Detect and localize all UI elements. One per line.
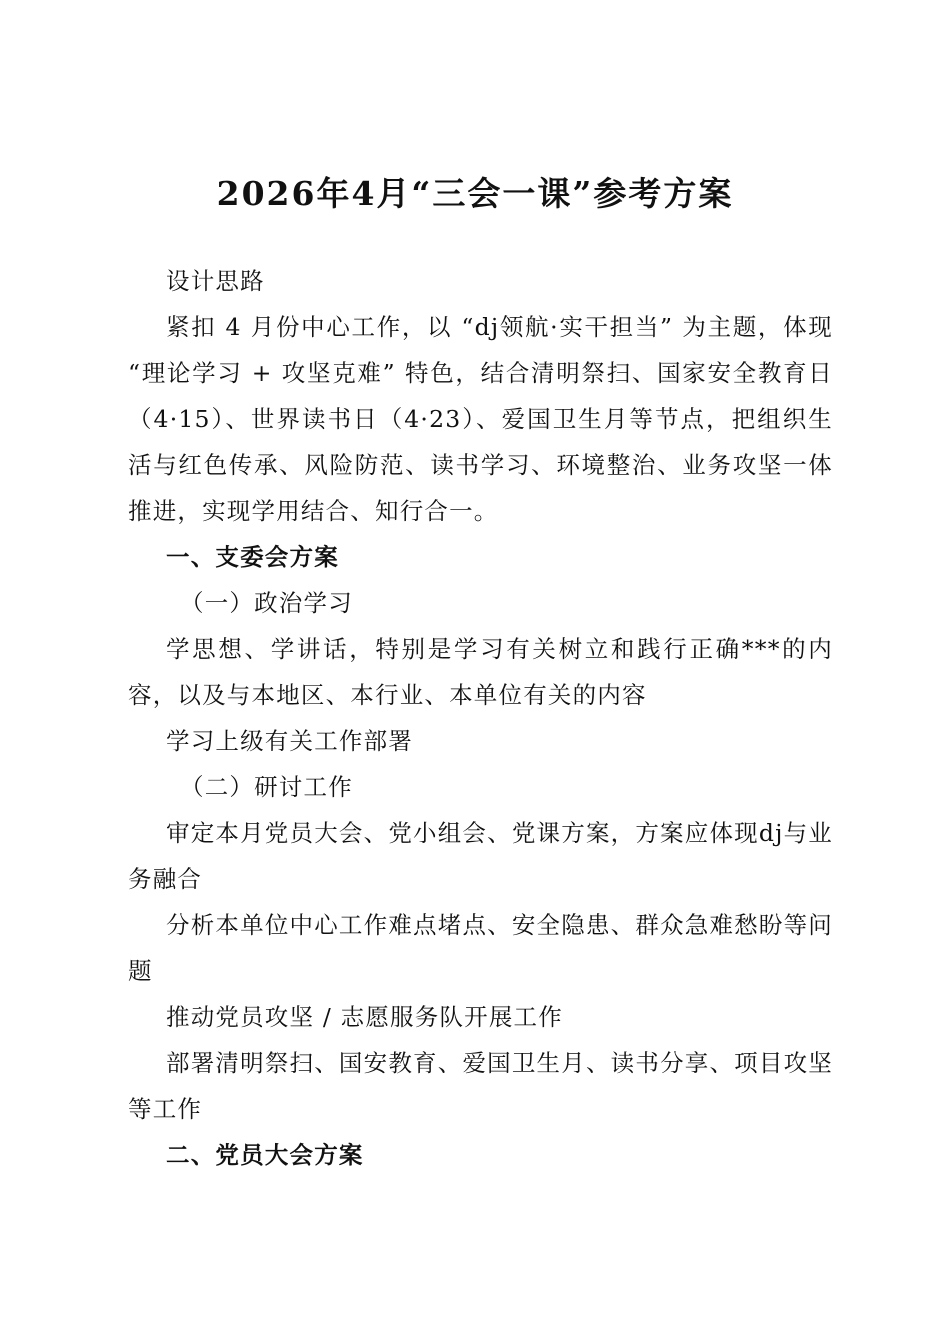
document-title: 2026年4月“三会一课”参考方案: [216, 174, 734, 213]
section-heading-member-meeting: 二、党员大会方案: [166, 1141, 364, 1169]
subsection-heading-political-study: （一）政治学习: [180, 589, 353, 617]
design-label: 设计思路: [166, 267, 265, 295]
subsection-heading-discussion: （二）研讨工作: [180, 773, 353, 801]
list-item: 分析本单位中心工作难点堵点、安全隐患、群众急难愁盼等问题: [128, 911, 833, 985]
list-item: 推动党员攻坚 / 志愿服务队开展工作: [166, 1003, 563, 1031]
document-body: [128, 258, 833, 1178]
list-item: 部署清明祭扫、国安教育、爱国卫生月、读书分享、项目攻坚等工作: [128, 1049, 833, 1123]
list-item: 审定本月党员大会、党小组会、党课方案，方案应体现dj与业务融合: [128, 819, 833, 893]
list-item: 学思想、学讲话，特别是学习有关树立和践行正确***的内容，以及与本地区、本行业、本单位有关的内容: [128, 635, 833, 709]
list-item: 学习上级有关工作部署: [166, 727, 413, 755]
design-paragraph: 紧扣 4 月份中心工作，以 “dj领航·实干担当” 为主题，体现 “理论学习 + 攻坚克难” 特色，结合清明祭扫、国家安全教育日（4·15）、世界读书日（4·23）、爱国卫生月等节点，把组织生活与红色传承、风险防范、读书学习、环境整治、业务攻坚一体推进，实现学用结合、知行合一。: [128, 313, 833, 525]
section-heading-committee: 一、支委会方案: [166, 543, 339, 571]
